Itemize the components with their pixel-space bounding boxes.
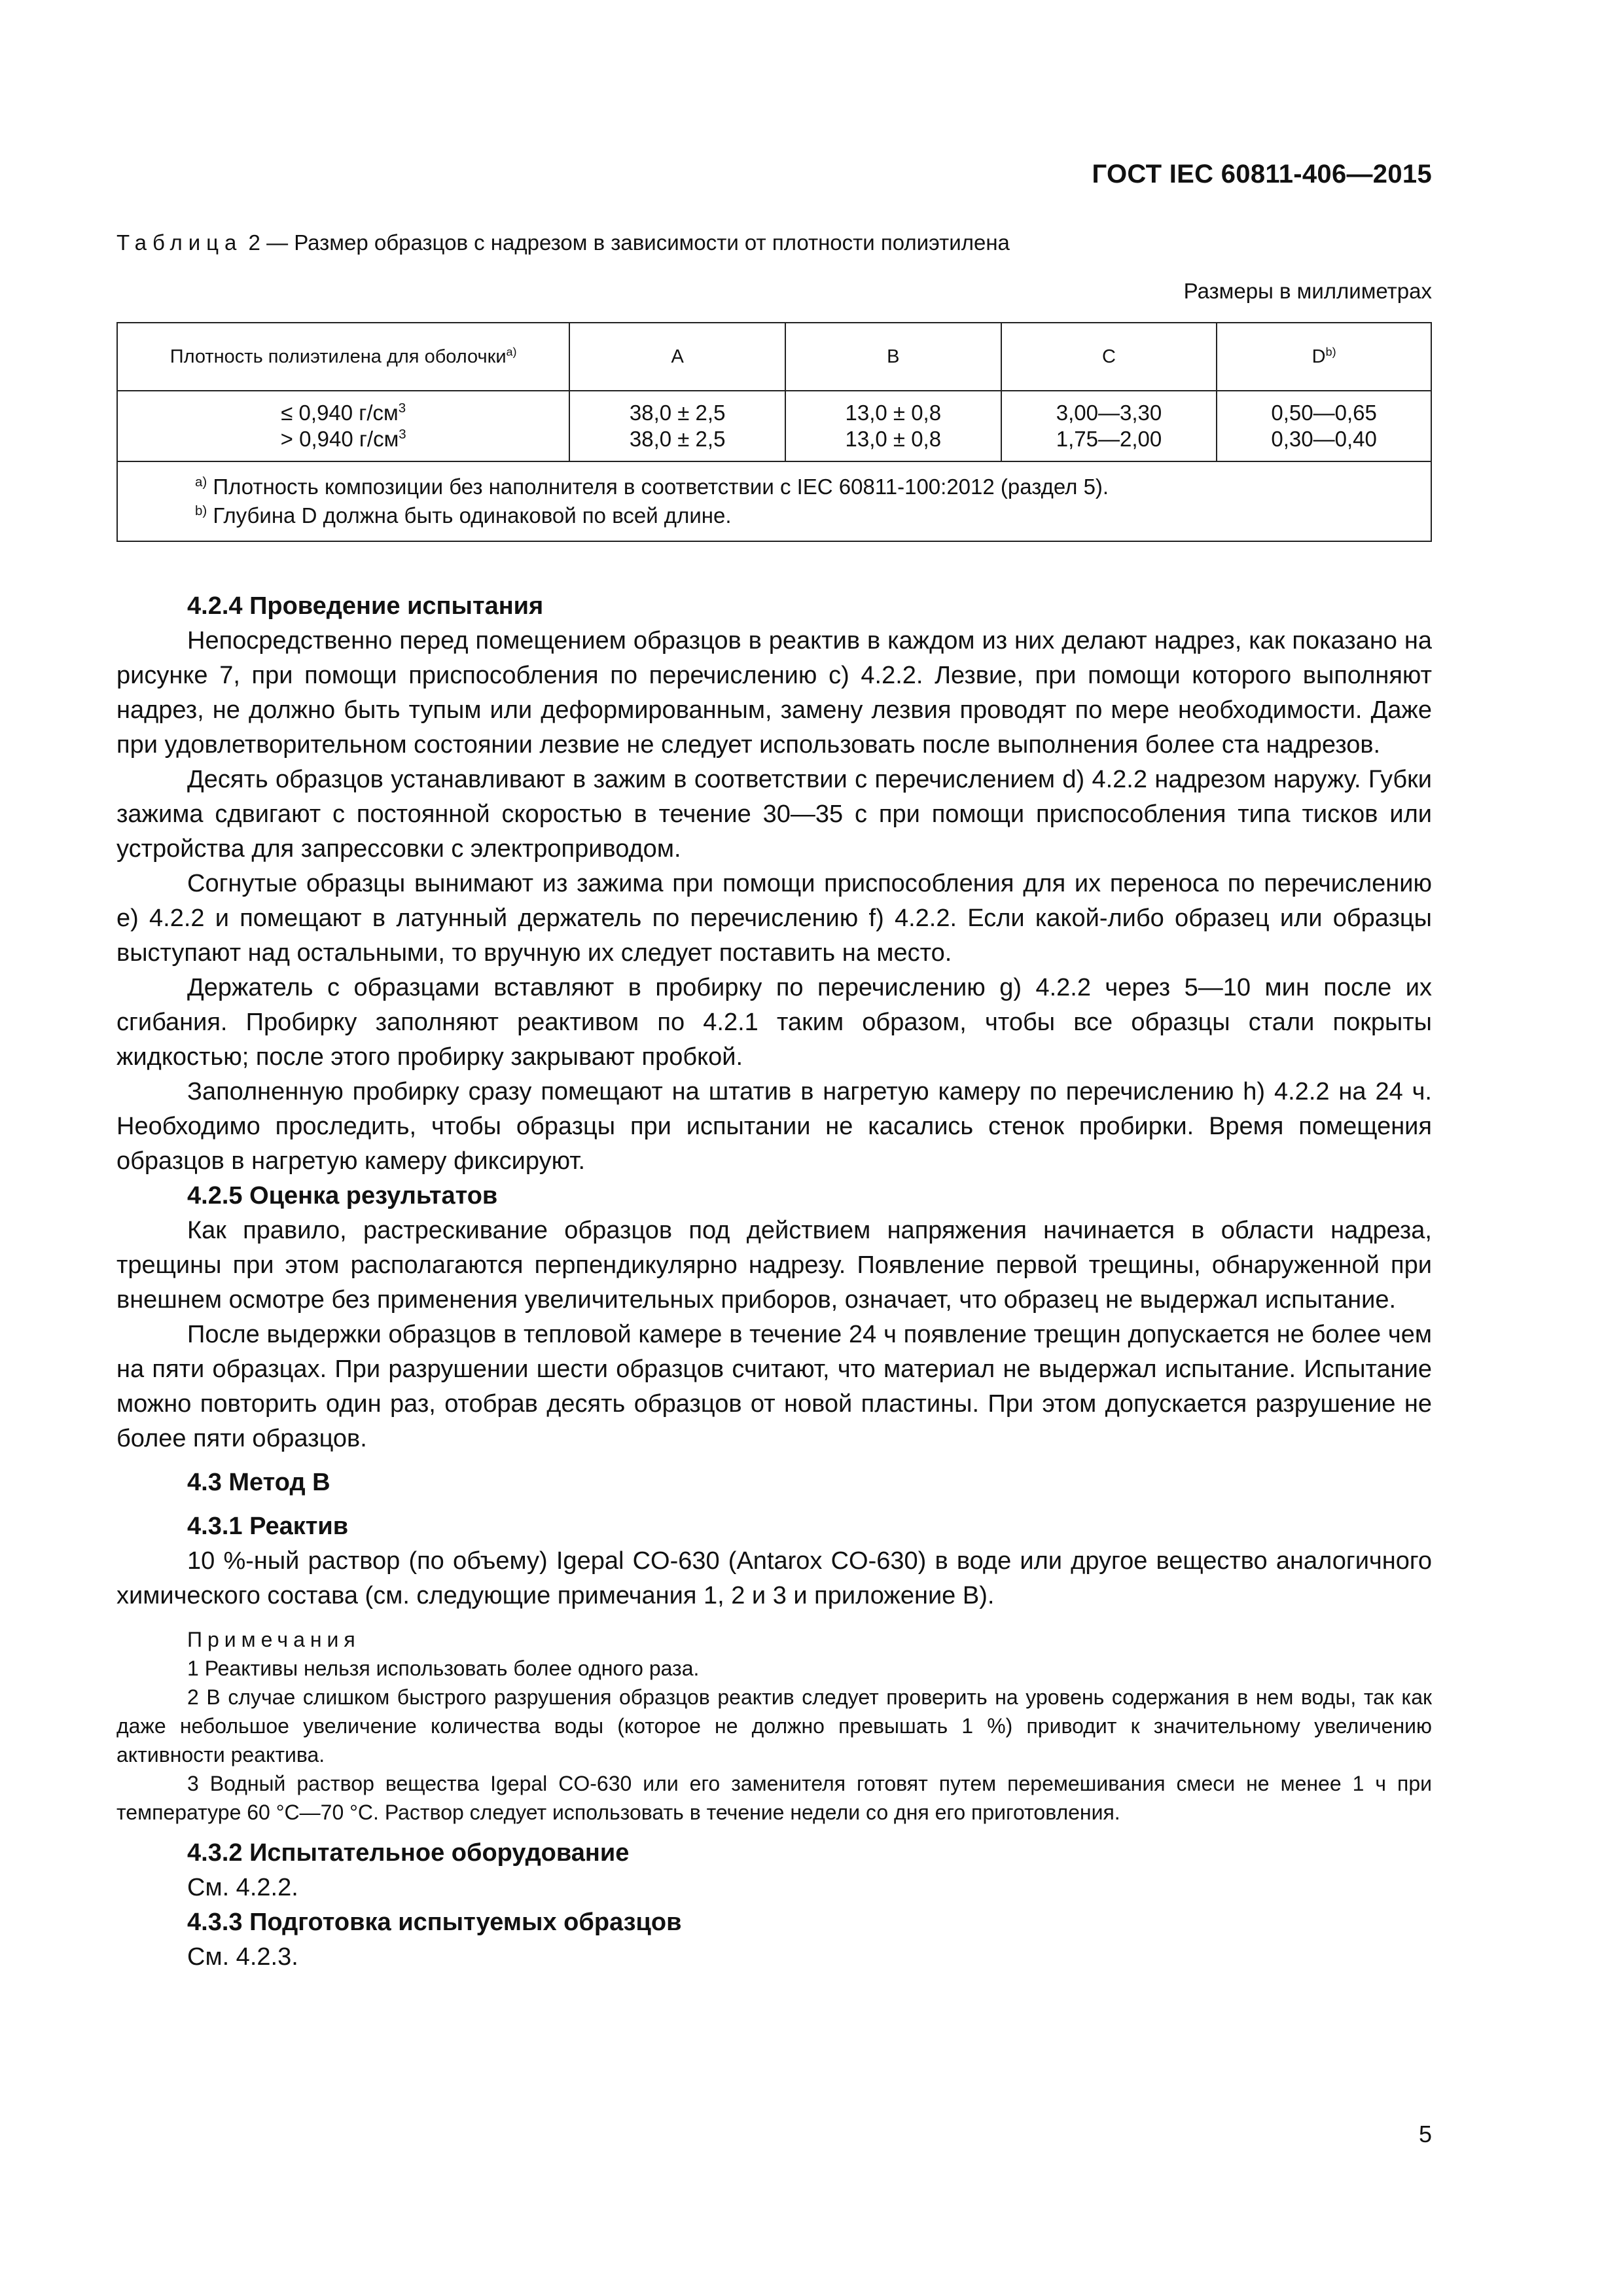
section-4-3-title: 4.3 Метод B: [187, 1469, 330, 1496]
section-4-3-3-title: 4.3.3 Подготовка испытуемых образцов: [187, 1909, 682, 1936]
footnote-a: $^{a)}$ Плотность композиции без наполнителя в соответствии с IEC 60811-100:2012 (раздел 5).: [195, 475, 1109, 499]
page-number: 5: [1418, 2121, 1432, 2147]
paragraph: Непосредственно перед помещением образцов в реактив в каждом из них делают надрез, как показано на рисунке 7, при помощи приспособления по перечислению c) 4.2.2. Лезвие, при помощи которого выполняют надрез, не должно быть тупым или деформированным, замену лезвия проводят по мере необходимости. Даже при удовлетворительном состоянии лезвие не следует использовать после выполнения более ста надрезов.: [116, 627, 1432, 759]
paragraph: Заполненную пробирку сразу помещают на штатив в нагретую камеру по перечислению h) 4.2.2 на 24 ч. Необходимо проследить, чтобы образцы при испытании не касались стенок пробирки. Время помещения образцов в нагретую камеру фиксируют.: [116, 1078, 1432, 1175]
table-header-row: [117, 323, 1431, 391]
c-cell: 3,00—3,30 1,75—2,00: [1001, 391, 1217, 461]
document-body: [116, 589, 1432, 1975]
note-3: 3 Водный раствор вещества Igepal CO-630 или его заменителя готовят путем перемешивания смеси не менее 1 ч при температуре 60 °C—70 °C. Раствор следует использовать в течение недели со дня его приготовления.: [116, 1772, 1432, 1824]
standard-code: ГОСТ IEC 60811-406—2015: [1092, 160, 1432, 188]
paragraph: Держатель с образцами вставляют в пробирку по перечислению g) 4.2.2 через 5—10 мин после их сгибания. Пробирку заполняют реактивом по 4.2.1 таким образом, чтобы все образцы стали покрыты жидкостью; после этого пробирку закрывают пробкой.: [116, 974, 1432, 1071]
section-4-3-1-title: 4.3.1 Реактив: [187, 1513, 349, 1540]
table-caption-label: Таблица: [116, 230, 243, 255]
table-units: Размеры в миллиметрах: [1183, 279, 1432, 303]
paragraph: Согнутые образцы вынимают из зажима при помощи приспособления для их переноса по перечислению e) 4.2.2 и помещают в латунный держатель по перечислению f) 4.2.2. Если какой-либо образец или образцы выступают над остальными, то вручную их следует поставить на место.: [116, 870, 1432, 967]
notes-block: [116, 1625, 1432, 1827]
section-4-2-4-title: 4.2.4 Проведение испытания: [187, 592, 544, 620]
paragraph: См. 4.2.3.: [187, 1943, 298, 1971]
d-cell: 0,50—0,65 0,30—0,40: [1217, 391, 1431, 461]
a-cell: 38,0 ± 2,5 38,0 ± 2,5: [569, 391, 785, 461]
footnote-b: $^{b)}$ Глубина D должна быть одинаковой по всей длине.: [195, 503, 732, 528]
b-cell: 13,0 ± 0,8 13,0 ± 0,8: [785, 391, 1001, 461]
table-footnotes-row: [117, 461, 1431, 541]
table-row: [117, 391, 1431, 461]
paragraph: См. 4.2.2.: [187, 1874, 298, 1901]
sizes-table: [116, 322, 1432, 542]
section-4-3-2-title: 4.3.2 Испытательное оборудование: [187, 1839, 630, 1867]
density-cell: ≤ 0,940 $г/см^3$ > 0,940 $г/см^3$: [117, 391, 569, 461]
section-4-2-5-title: 4.2.5 Оценка результатов: [187, 1182, 498, 1210]
table-footnotes: [117, 461, 1431, 541]
header-b: B: [785, 323, 1001, 391]
paragraph: Как правило, растрескивание образцов под действием напряжения начинается в области надреза, трещины при этом располагаются перпендикулярно надрезу. Появление первой трещины, обнаруженной при внешнем осмотре без применения увеличительных приборов, означает, что образец не выдержал испытание.: [116, 1217, 1432, 1314]
table-caption: [116, 230, 1010, 255]
paragraph: После выдержки образцов в тепловой камере в течение 24 ч появление трещин допускается не более чем на пяти образцах. При разрушении шести образцов считают, что материал не выдержал испытание. Испытание можно повторить один раз, отобрав десять образцов от новой пластины. При этом допускается разрушение не более пяти образцов.: [116, 1321, 1432, 1452]
header-density: Плотность полиэтилена для оболочки$^{a)}$: [117, 323, 569, 391]
paragraph: 10 %-ный раствор (по объему) Igepal CO-630 (Antarox CO-630) в воде или другое вещество аналогичного химического состава (см. следующие примечания 1, 2 и 3 и приложение B).: [116, 1547, 1432, 1609]
note-1: 1 Реактивы нельзя использовать более одного раза.: [187, 1657, 700, 1680]
header-a: A: [569, 323, 785, 391]
header-c: C: [1001, 323, 1217, 391]
paragraph: Десять образцов устанавливают в зажим в соответствии с перечислением d) 4.2.2 надрезом наружу. Губки зажима сдвигают с постоянной скоростью в течение 30—35 с при помощи приспособления типа тисков или устройства для запрессовки с электроприводом.: [116, 766, 1432, 863]
table-caption-text: 2 — Размер образцов с надрезом в зависимости от плотности полиэтилена: [242, 230, 1010, 255]
note-2: 2 В случае слишком быстрого разрушения образцов реактив следует проверить на уровень содержания в нем воды, так как даже небольшое увеличение количества воды (которое не должно превышать 1 %) приводит к значительному увеличению активности реактива.: [116, 1685, 1432, 1767]
notes-title: Примечания: [187, 1628, 361, 1651]
header-d: $D^{b)}$: [1217, 323, 1431, 391]
